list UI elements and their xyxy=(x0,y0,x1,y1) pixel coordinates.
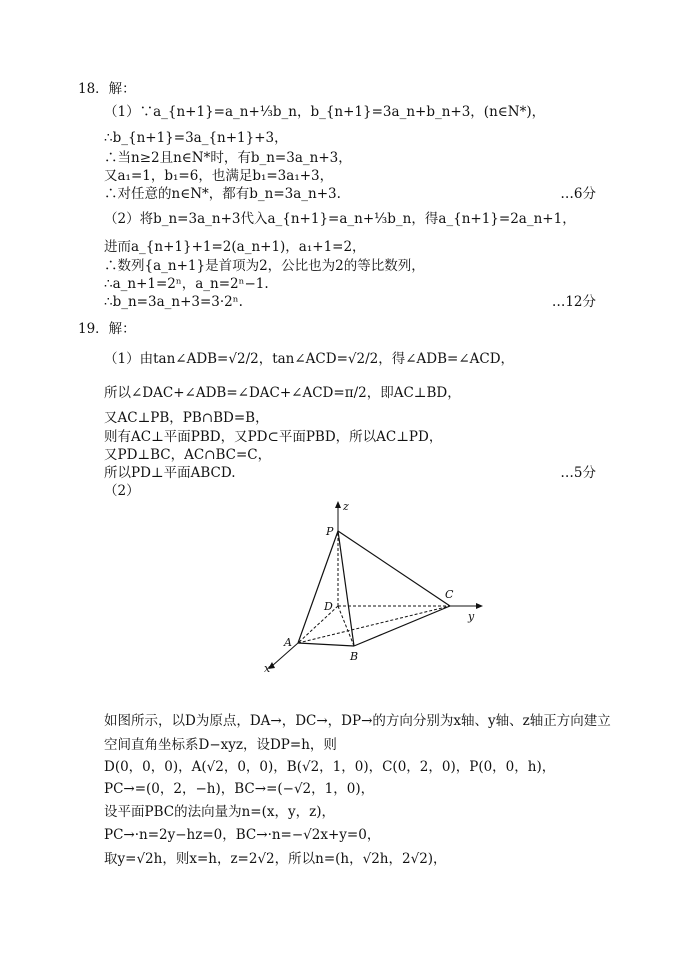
q19-line-2: 所以∠DAC+∠ADB=∠DAC+∠ACD=π/2，即AC⊥BD， xyxy=(104,385,461,401)
q18-line-7: 进而a_{n+1}+1=2(a_n+1)，a₁+1=2， xyxy=(104,239,366,255)
q18-line-8: ∴数列{a_n+1}是首项为2，公比也为2的等比数列， xyxy=(104,258,425,274)
pyramid-figure xyxy=(250,498,490,678)
q18-line-6: （2）将b_n=3a_n+3代入a_{n+1}=a_n+⅓b_n，得a_{n+1}=2a_n+1， xyxy=(104,211,576,227)
label-C: C xyxy=(445,588,454,601)
q18-line-4: 又a₁=1，b₁=6，也满足b₁=3a₁+3， xyxy=(104,168,334,184)
label-B: B xyxy=(350,650,359,663)
label-P: P xyxy=(326,525,334,538)
q19-heading: 19．解： xyxy=(78,321,136,337)
label-D: D xyxy=(324,600,333,613)
q18-line-10: ∴b_n=3a_n+3=3·2ⁿ. xyxy=(104,294,243,310)
edge-PC xyxy=(338,531,450,606)
q18-line-1: （1）∵a_{n+1}=a_n+⅓b_n，b_{n+1}=3a_n+b_n+3，(n∈N*)， xyxy=(104,104,546,120)
q18-heading: 18．解： xyxy=(78,81,136,97)
q19-line-7: （2） xyxy=(104,483,140,499)
y-arrow-icon xyxy=(476,603,483,609)
q19-line-3: 又AC⊥PB，PB∩BD=B， xyxy=(104,410,269,426)
q18-line-9: ∴a_n+1=2ⁿ，a_n=2ⁿ−1. xyxy=(104,276,269,292)
q19-line-10: D(0，0，0)，A(√2，0，0)，B(√2，1，0)，C(0，2，0)，P(0，0，h)， xyxy=(104,759,556,775)
q19-line-5: 又PD⊥BC，AC∩BC=C， xyxy=(104,447,272,463)
q18-line-3: ∴当n≥2且n∈N*时，有b_n=3a_n+3， xyxy=(104,150,352,166)
q19-line-4: 则有AC⊥平面PBD，又PD⊂平面PBD，所以AC⊥PD， xyxy=(104,429,443,445)
edge-AB xyxy=(298,643,354,646)
label-y: y xyxy=(468,610,475,623)
q19-line-12: 设平面PBC的法向量为n=(x，y，z)， xyxy=(104,804,335,820)
edge-PB xyxy=(338,531,354,646)
z-arrow-icon xyxy=(335,501,341,508)
label-A: A xyxy=(284,636,292,649)
label-x: x xyxy=(264,662,271,675)
q19-line-13: PC→·n=2y−hz=0，BC→·n=−√2x+y=0， xyxy=(104,827,381,843)
q19-line-1: （1）由tan∠ADB=√2/2，tan∠ACD=√2/2，得∠ADB=∠ACD， xyxy=(104,351,515,367)
edge-PA xyxy=(298,531,338,643)
q19-line-8: 如图所示，以D为原点，DA→，DC→，DP→的方向分别为x轴、y轴、z轴正方向建立 xyxy=(104,713,611,729)
score-5: …5分 xyxy=(560,465,596,481)
label-z: z xyxy=(343,500,349,513)
q18-line-2: ∴b_{n+1}=3a_{n+1}+3， xyxy=(104,130,288,146)
q18-line-5: ∴对任意的n∈N*，都有b_n=3a_n+3. xyxy=(104,186,341,202)
q19-line-6: 所以PD⊥平面ABCD. xyxy=(104,465,236,481)
q19-line-14: 取y=√2h，则x=h，z=2√2，所以n=(h，√2h，2√2)， xyxy=(104,851,447,867)
pyramid-diagram xyxy=(250,498,490,678)
score-12: …12分 xyxy=(551,294,596,310)
q19-line-9: 空间直角坐标系D−xyz，设DP=h，则 xyxy=(104,737,337,753)
score-6: …6分 xyxy=(560,186,596,202)
q19-line-11: PC→=(0，2，−h)，BC→=(−√2，1，0)， xyxy=(104,781,375,797)
